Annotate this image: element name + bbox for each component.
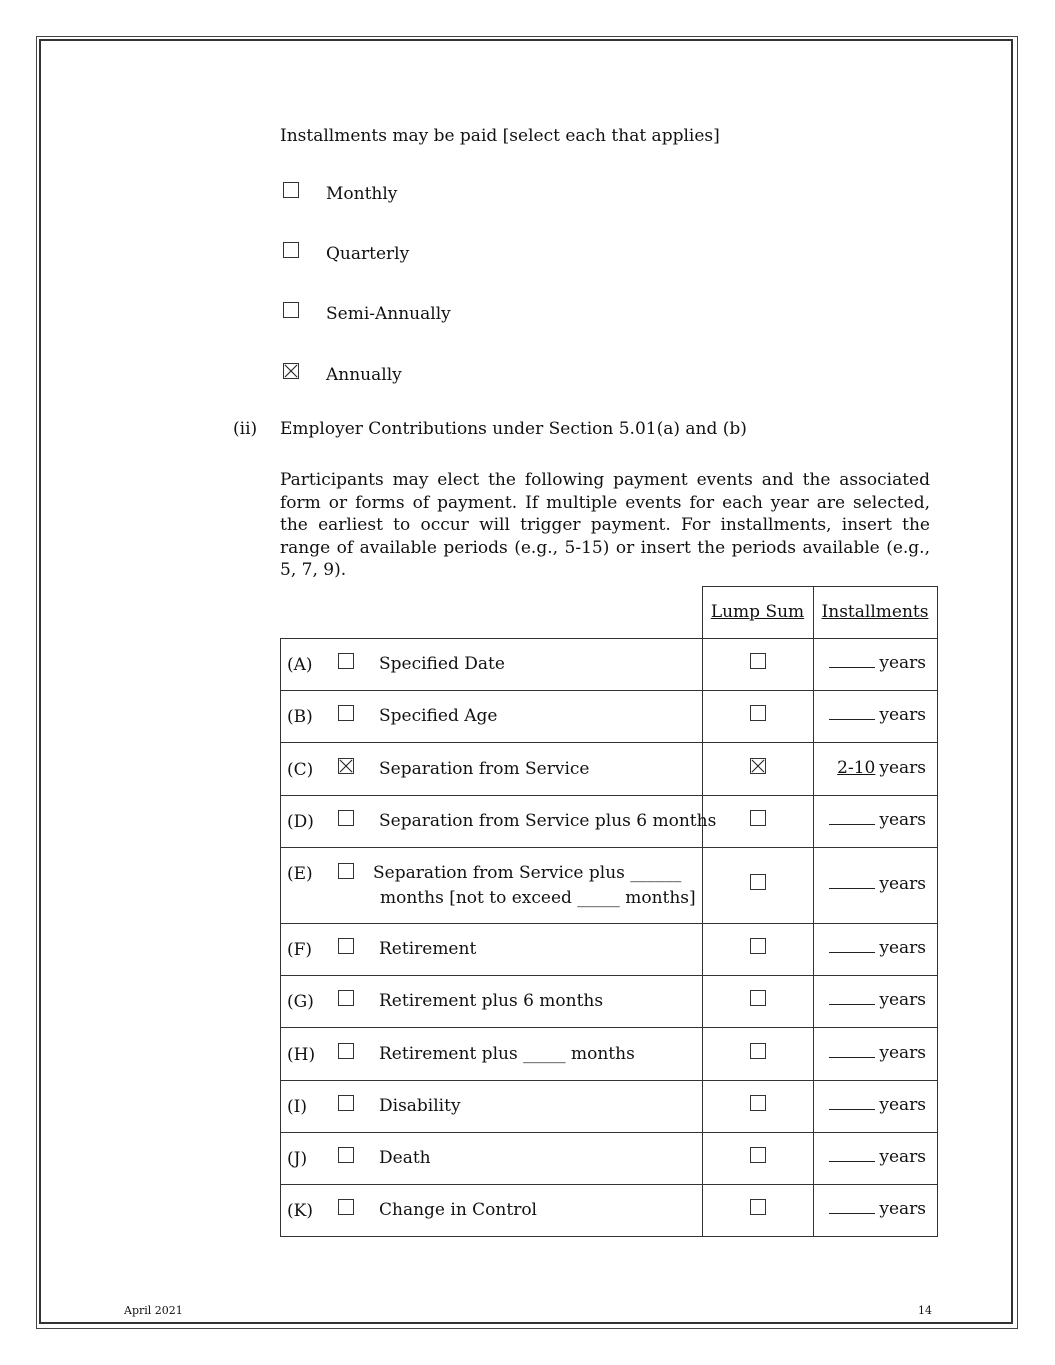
table-rule	[937, 586, 938, 1237]
event-label: Retirement plus _____ months	[379, 1043, 635, 1064]
installments-blank[interactable]	[829, 937, 875, 953]
event-checkbox[interactable]	[338, 863, 354, 879]
years-label: years	[879, 1095, 926, 1115]
installments-blank[interactable]	[829, 873, 875, 889]
row-letter: (I)	[287, 1097, 307, 1117]
event-label: Retirement plus 6 months	[379, 991, 604, 1011]
installments-field[interactable]	[814, 757, 926, 779]
section-heading: Employer Contributions under Section 5.01(a) and (b)	[280, 419, 747, 439]
event-checkbox[interactable]	[338, 810, 354, 826]
lump-sum-checkbox[interactable]	[750, 810, 766, 826]
event-label: Specified Date	[379, 654, 505, 674]
installments-value[interactable]: 2-10	[837, 757, 876, 778]
years-label: years	[879, 653, 926, 673]
installments-field[interactable]	[814, 937, 926, 959]
installments-blank[interactable]	[829, 1146, 875, 1162]
event-checkbox[interactable]	[338, 990, 354, 1006]
installments-blank[interactable]	[829, 1042, 875, 1058]
installments-field[interactable]	[814, 809, 926, 831]
table-rule	[280, 1027, 938, 1028]
installments-blank[interactable]	[829, 989, 875, 1005]
lump-sum-checkbox[interactable]	[750, 758, 766, 774]
lump-sum-checkbox[interactable]	[750, 1199, 766, 1215]
event-checkbox[interactable]	[338, 1095, 354, 1111]
row-letter: (D)	[287, 812, 314, 832]
event-label: Retirement	[379, 939, 477, 959]
row-letter: (A)	[287, 655, 313, 675]
row-letter: (F)	[287, 940, 313, 960]
event-label: Change in Control	[379, 1200, 537, 1220]
installments-blank[interactable]	[829, 704, 875, 720]
installments-blank[interactable]	[829, 1094, 875, 1110]
x-mark-icon	[284, 364, 298, 378]
lump-sum-checkbox[interactable]	[750, 990, 766, 1006]
event-checkbox[interactable]	[338, 938, 354, 954]
section-number: (ii)	[233, 419, 258, 439]
annually-checkbox[interactable]	[283, 363, 299, 379]
row-letter: (B)	[287, 707, 313, 727]
years-label: years	[879, 1147, 926, 1167]
installments-blank[interactable]	[829, 1198, 875, 1214]
event-label: Death	[379, 1148, 431, 1168]
table-rule	[280, 1080, 938, 1081]
row-letter: (E)	[287, 864, 313, 884]
footer-date: April 2021	[124, 1304, 183, 1317]
annually-label: Annually	[326, 365, 402, 385]
row-letter: (K)	[287, 1201, 313, 1221]
installments-field[interactable]	[814, 1094, 926, 1116]
table-rule	[280, 1184, 938, 1185]
installments-field[interactable]	[814, 652, 926, 674]
installments-field[interactable]	[814, 1146, 926, 1168]
table-rule	[280, 638, 281, 1236]
row-letter: (C)	[287, 759, 314, 780]
event-checkbox[interactable]	[338, 758, 354, 774]
table-rule	[702, 586, 938, 587]
installments-field[interactable]	[814, 989, 926, 1011]
event-checkbox[interactable]	[338, 1147, 354, 1163]
table-rule	[280, 638, 938, 639]
table-rule	[280, 1236, 938, 1237]
event-checkbox[interactable]	[338, 1043, 354, 1059]
table-rule	[280, 690, 938, 691]
table-rule	[280, 1132, 938, 1133]
event-label: Specified Age	[379, 706, 498, 726]
semi-annually-label: Semi-Annually	[326, 304, 451, 324]
lump-sum-checkbox[interactable]	[750, 1043, 766, 1059]
table-rule	[280, 923, 938, 924]
event-label-line2: months [not to exceed _____ months]	[380, 888, 696, 908]
years-label: years	[879, 990, 926, 1010]
years-label: years	[879, 810, 926, 830]
installments-blank[interactable]	[829, 652, 875, 668]
lump-sum-header: Lump Sum	[710, 602, 805, 622]
quarterly-checkbox[interactable]	[283, 242, 299, 258]
event-checkbox[interactable]	[338, 1199, 354, 1215]
quarterly-label: Quarterly	[326, 244, 410, 264]
years-label: years	[879, 705, 926, 725]
monthly-checkbox[interactable]	[283, 182, 299, 198]
event-checkbox[interactable]	[338, 653, 354, 669]
years-label: years	[879, 1199, 926, 1219]
installments-header: Installments	[821, 602, 929, 622]
lump-sum-checkbox[interactable]	[750, 1147, 766, 1163]
table-rule	[702, 586, 703, 1236]
table-rule	[280, 975, 938, 976]
years-label: years	[879, 874, 926, 894]
section-paragraph: Participants may elect the following payment events and the associated form or forms of payment. If multiple events for each year are selected, the earliest to occur will trigger payment. For installments, insert the range of available periods (e.g., 5-15) or insert the periods available (e.g., 5, 7, 9).	[280, 470, 930, 580]
event-label: Separation from Service plus 6 months	[379, 811, 717, 831]
table-rule	[280, 847, 938, 848]
table-rule	[280, 742, 938, 743]
row-letter: (G)	[287, 992, 314, 1012]
monthly-label: Monthly	[326, 184, 398, 204]
lump-sum-checkbox[interactable]	[750, 874, 766, 890]
semi-annually-checkbox[interactable]	[283, 302, 299, 318]
page-number: 14	[918, 1304, 932, 1317]
event-label: Disability	[379, 1096, 461, 1116]
years-label: years	[879, 938, 926, 958]
years-label: years	[879, 1042, 926, 1063]
installments-field[interactable]	[814, 1042, 926, 1064]
x-mark-icon	[751, 759, 765, 773]
lump-sum-checkbox[interactable]	[750, 653, 766, 669]
lump-sum-checkbox[interactable]	[750, 1095, 766, 1111]
x-mark-icon	[339, 759, 353, 773]
installments-field[interactable]	[814, 704, 926, 726]
table-rule	[280, 795, 938, 796]
installments-field[interactable]	[814, 1198, 926, 1220]
row-letter: (J)	[287, 1149, 308, 1169]
event-label-line1: Separation from Service plus ______	[373, 863, 682, 883]
lump-sum-checkbox[interactable]	[750, 705, 766, 721]
row-letter: (H)	[287, 1044, 316, 1065]
installments-blank[interactable]	[829, 809, 875, 825]
event-label: Separation from Service	[379, 758, 590, 779]
lump-sum-checkbox[interactable]	[750, 938, 766, 954]
table-rule	[813, 586, 814, 1236]
installments-field[interactable]	[814, 873, 926, 895]
event-checkbox[interactable]	[338, 705, 354, 721]
years-label: years	[879, 757, 926, 778]
installments-intro: Installments may be paid [select each that applies]	[280, 126, 720, 146]
